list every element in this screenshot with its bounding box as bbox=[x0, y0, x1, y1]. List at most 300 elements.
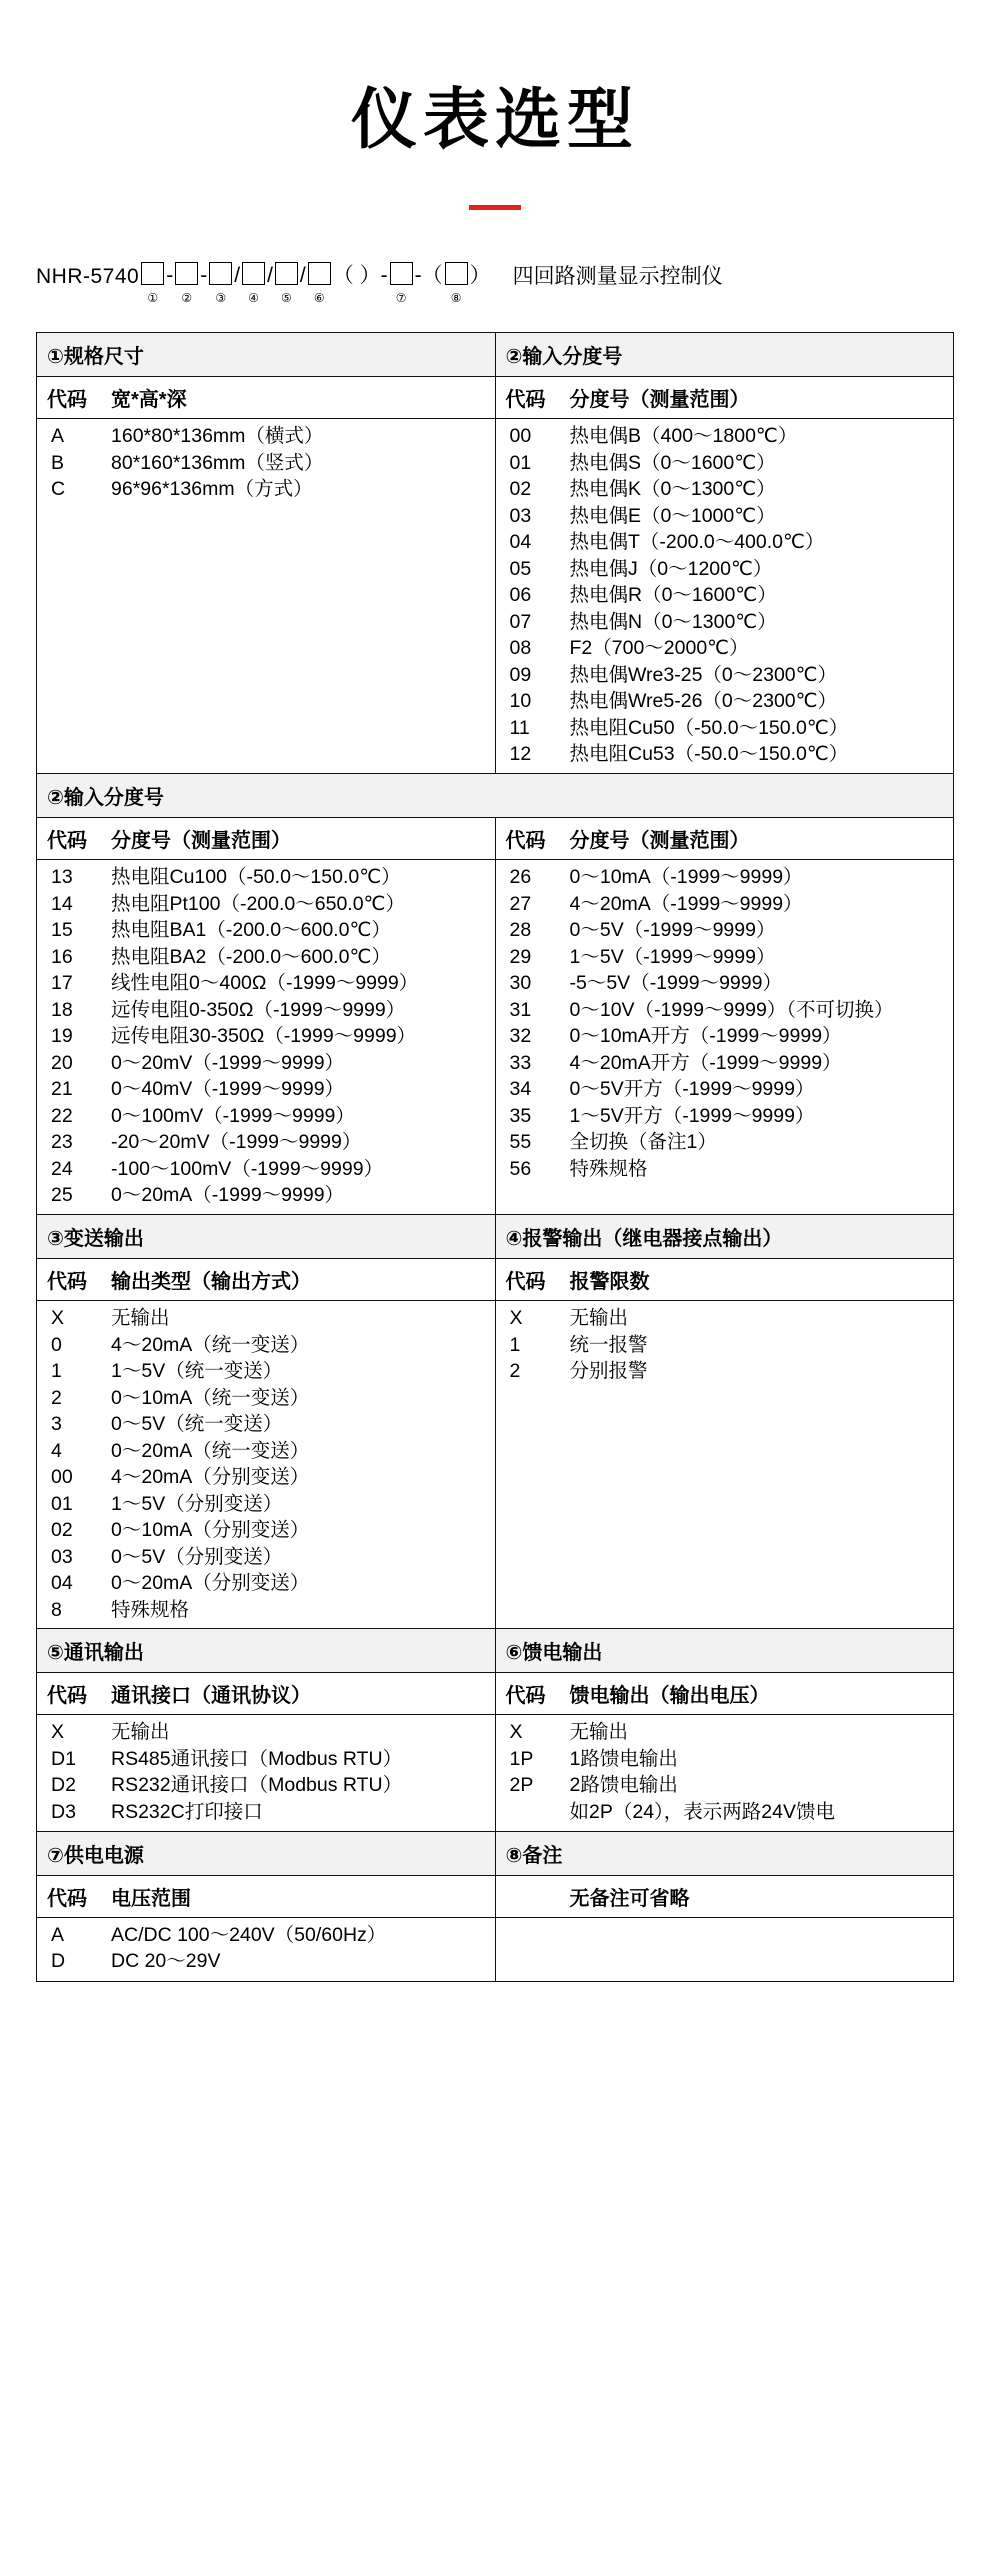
row-description: RS232通讯接口（Modbus RTU） bbox=[111, 1774, 403, 1797]
row-code: 30 bbox=[509, 972, 532, 995]
table-column bbox=[37, 1876, 495, 1981]
row-spacer bbox=[37, 715, 495, 742]
table-columns bbox=[37, 1876, 953, 1981]
model-slot-index: ① bbox=[147, 291, 159, 306]
row-description: 0～20mA（统一变送） bbox=[111, 1439, 310, 1462]
model-box-glyph bbox=[141, 262, 164, 285]
table-row bbox=[37, 1772, 495, 1799]
row-code: 2P bbox=[509, 1774, 534, 1797]
row-description: 0～100mV（-1999～9999） bbox=[111, 1104, 355, 1127]
table-header-cell: ⑥馈电输出 bbox=[495, 1629, 954, 1672]
table-row bbox=[37, 997, 495, 1024]
model-separator bbox=[415, 262, 443, 290]
row-code: C bbox=[51, 478, 66, 501]
row-description: 80*160*136mm（竖式） bbox=[111, 451, 324, 474]
column-rows bbox=[37, 1301, 495, 1629]
model-slot-index: ⑥ bbox=[313, 291, 325, 306]
row-spacer bbox=[37, 635, 495, 662]
row-code: 08 bbox=[509, 637, 532, 660]
table-columns bbox=[37, 818, 953, 1215]
column-subheader-code: 代码 bbox=[47, 1685, 87, 1708]
row-description: 线性电阻0～400Ω（-1999～9999） bbox=[111, 972, 419, 995]
row-description: 0～10mA（统一变送） bbox=[111, 1386, 310, 1409]
row-description: 热电偶N（0～1300℃） bbox=[569, 610, 777, 633]
row-description: F2（700～2000℃） bbox=[569, 637, 749, 660]
table-row bbox=[496, 864, 954, 891]
row-description: 4～20mA（分别变送） bbox=[111, 1466, 310, 1489]
row-description: DC 20～29V bbox=[111, 1950, 221, 1973]
row-description: 热电阻BA2（-200.0～600.0℃） bbox=[111, 945, 391, 968]
row-spacer bbox=[496, 1517, 954, 1544]
model-box-glyph bbox=[175, 262, 198, 285]
table-column bbox=[495, 1259, 954, 1629]
model-slot-index: ④ bbox=[248, 291, 259, 306]
row-code: 10 bbox=[509, 690, 532, 713]
table-row bbox=[37, 1799, 495, 1826]
row-description: 分别报警 bbox=[569, 1360, 648, 1383]
row-code: 0 bbox=[51, 1333, 62, 1356]
column-subheader-code: 代码 bbox=[505, 830, 546, 853]
row-code: 09 bbox=[509, 663, 532, 686]
row-code: 2 bbox=[509, 1360, 521, 1383]
row-code: X bbox=[509, 1307, 523, 1330]
model-slot-box bbox=[388, 262, 415, 305]
table-header-cell: ⑤通讯输出 bbox=[47, 1642, 144, 1665]
column-subheader-row bbox=[37, 1259, 495, 1301]
table-row bbox=[37, 1358, 495, 1385]
model-separator-text: / bbox=[234, 264, 241, 288]
row-description: 0～10mA（-1999～9999） bbox=[569, 866, 803, 889]
page-title: 仪表选型 bbox=[351, 81, 639, 158]
model-box-glyph bbox=[275, 262, 298, 285]
table-header-row bbox=[37, 1629, 953, 1673]
column-subheader-desc: 分度号（测量范围） bbox=[569, 389, 750, 412]
row-code: 21 bbox=[51, 1078, 73, 1101]
table-row bbox=[496, 1103, 954, 1130]
table-row bbox=[37, 1050, 495, 1077]
table-row bbox=[496, 662, 954, 689]
table-row bbox=[37, 1597, 495, 1624]
row-description: 无输出 bbox=[111, 1721, 170, 1744]
row-description: AC/DC 100～240V（50/60Hz） bbox=[111, 1923, 387, 1946]
table-row bbox=[37, 1385, 495, 1412]
table-row bbox=[37, 917, 495, 944]
row-code: 26 bbox=[509, 866, 532, 889]
row-description: 如2P（24），表示两路24V馈电 bbox=[569, 1800, 835, 1823]
row-description: 远传电阻30-350Ω（-1999～9999） bbox=[111, 1025, 417, 1048]
model-separator bbox=[166, 262, 173, 290]
row-code: 3 bbox=[51, 1413, 62, 1436]
row-code: D3 bbox=[51, 1800, 76, 1823]
table-row bbox=[37, 891, 495, 918]
row-code: 4 bbox=[51, 1439, 62, 1462]
model-box-glyph bbox=[209, 262, 232, 285]
spec-table-spec-and-input bbox=[36, 332, 954, 775]
row-spacer bbox=[496, 1597, 954, 1624]
table-header-cell: ⑧备注 bbox=[495, 1832, 954, 1875]
model-separator-text: - bbox=[200, 264, 208, 288]
row-description: 0～20mA（分别变送） bbox=[111, 1572, 310, 1595]
row-description: 特殊规格 bbox=[111, 1598, 190, 1621]
row-description: 0～5V（-1999～9999） bbox=[569, 919, 776, 942]
table-row bbox=[496, 476, 954, 503]
row-code: 33 bbox=[509, 1051, 532, 1074]
table-row bbox=[496, 1305, 954, 1332]
row-description: 远传电阻0-350Ω（-1999～9999） bbox=[111, 998, 406, 1021]
column-subheader-code: 代码 bbox=[47, 1271, 87, 1294]
row-description: 热电阻Pt100（-200.0～650.0℃） bbox=[111, 892, 405, 915]
row-description: 无输出 bbox=[569, 1721, 629, 1744]
column-subheader-code: 代码 bbox=[505, 389, 546, 412]
row-description: 无输出 bbox=[569, 1307, 629, 1330]
row-description: 热电偶R（0～1600℃） bbox=[569, 584, 777, 607]
column-subheader-row bbox=[37, 818, 495, 860]
row-code: D bbox=[51, 1950, 66, 1973]
row-description: 0～10mA开方（-1999～9999） bbox=[569, 1025, 842, 1048]
table-header-cell: ②输入分度号 bbox=[495, 333, 954, 376]
table-header-cell: ④报警输出（继电器接点输出） bbox=[495, 1215, 954, 1258]
spec-table-comm-and-power-feed bbox=[36, 1628, 954, 1832]
model-slot-box bbox=[139, 262, 166, 305]
row-code: 34 bbox=[509, 1078, 532, 1101]
table-row bbox=[37, 1103, 495, 1130]
model-box-glyph bbox=[445, 262, 468, 285]
row-description: 1～5V（-1999～9999） bbox=[569, 945, 776, 968]
row-description: 无输出 bbox=[111, 1307, 170, 1330]
row-code: 1P bbox=[509, 1747, 534, 1770]
row-description: 0～5V（分别变送） bbox=[111, 1545, 283, 1568]
row-code: 12 bbox=[509, 743, 532, 766]
table-row bbox=[496, 1332, 954, 1359]
row-description: 热电偶E（0～1000℃） bbox=[569, 504, 776, 527]
row-code: 04 bbox=[51, 1572, 73, 1595]
row-description: 热电偶S（0～1600℃） bbox=[569, 451, 776, 474]
model-slot-box bbox=[173, 262, 200, 305]
row-description: 热电偶B（400～1800℃） bbox=[569, 425, 798, 448]
row-description: -20～20mV（-1999～9999） bbox=[111, 1131, 362, 1154]
row-code: 00 bbox=[51, 1466, 73, 1489]
row-code: 24 bbox=[51, 1157, 73, 1180]
model-separator bbox=[381, 262, 388, 290]
table-row bbox=[496, 1746, 954, 1773]
column-subheader-code: 代码 bbox=[505, 1685, 546, 1708]
table-header-row bbox=[37, 333, 953, 377]
table-row bbox=[37, 1544, 495, 1571]
row-code: 25 bbox=[51, 1184, 73, 1207]
row-spacer bbox=[496, 1570, 954, 1597]
model-box-glyph bbox=[308, 262, 331, 285]
row-spacer bbox=[37, 503, 495, 530]
column-subheader-row bbox=[496, 1876, 954, 1918]
table-column bbox=[37, 377, 495, 774]
row-description: 2路馈电输出 bbox=[569, 1774, 678, 1797]
row-spacer bbox=[37, 609, 495, 636]
row-code: 00 bbox=[509, 425, 532, 448]
row-spacer bbox=[496, 1544, 954, 1571]
column-subheader-code bbox=[496, 1876, 566, 1917]
column-rows bbox=[496, 1715, 954, 1831]
table-row bbox=[496, 529, 954, 556]
table-row bbox=[37, 476, 495, 503]
table-row bbox=[37, 1464, 495, 1491]
table-row bbox=[37, 450, 495, 477]
table-row bbox=[37, 1129, 495, 1156]
row-code: 2 bbox=[51, 1386, 62, 1409]
row-code: 14 bbox=[51, 892, 73, 915]
model-slot-index: ⑧ bbox=[450, 291, 462, 306]
row-description: 特殊规格 bbox=[569, 1157, 648, 1180]
row-code: X bbox=[509, 1721, 523, 1744]
table-columns bbox=[37, 1259, 953, 1629]
column-subheader-code: 代码 bbox=[47, 389, 87, 412]
row-spacer bbox=[496, 1385, 954, 1412]
row-description: 热电偶T（-200.0～400.0℃） bbox=[569, 531, 825, 554]
row-description: RS485通讯接口（Modbus RTU） bbox=[111, 1747, 403, 1770]
model-separator bbox=[200, 262, 207, 290]
row-spacer bbox=[496, 1491, 954, 1518]
model-box-glyph bbox=[242, 262, 265, 285]
table-row bbox=[37, 423, 495, 450]
spec-tables-root bbox=[0, 332, 990, 1982]
table-row bbox=[496, 423, 954, 450]
spec-table-input-continued bbox=[36, 773, 954, 1216]
row-code: 23 bbox=[51, 1131, 73, 1154]
column-subheader-code: 代码 bbox=[505, 1271, 546, 1294]
row-spacer bbox=[496, 1182, 954, 1209]
table-header-cell: ⑦供电电源 bbox=[47, 1844, 144, 1867]
row-description: 0～10V（-1999～9999）（不可切换） bbox=[569, 998, 894, 1021]
row-code: 01 bbox=[509, 451, 532, 474]
column-rows bbox=[37, 1918, 495, 1981]
table-row bbox=[496, 917, 954, 944]
table-row bbox=[496, 556, 954, 583]
table-column bbox=[37, 818, 495, 1215]
row-description: 热电阻Cu53（-50.0～150.0℃） bbox=[569, 743, 849, 766]
column-subheader-desc: 宽*高*深 bbox=[111, 389, 187, 412]
row-spacer bbox=[37, 662, 495, 689]
model-slot-group bbox=[139, 262, 490, 305]
table-row bbox=[37, 1023, 495, 1050]
table-row bbox=[37, 1411, 495, 1438]
row-description: 0～40mV（-1999～9999） bbox=[111, 1078, 345, 1101]
row-spacer bbox=[496, 1948, 954, 1975]
table-row bbox=[496, 715, 954, 742]
table-row bbox=[37, 1438, 495, 1465]
table-row bbox=[496, 609, 954, 636]
model-slot-box bbox=[273, 262, 300, 305]
table-row bbox=[496, 582, 954, 609]
table-row bbox=[496, 688, 954, 715]
table-row bbox=[37, 1746, 495, 1773]
column-subheader-desc: 分度号（测量范围） bbox=[111, 830, 291, 853]
table-row bbox=[496, 741, 954, 768]
row-code: 32 bbox=[509, 1025, 532, 1048]
model-separator-text: ） bbox=[469, 264, 491, 288]
row-code: 03 bbox=[51, 1545, 73, 1568]
row-description: 0～20mA（-1999～9999） bbox=[111, 1184, 345, 1207]
row-description: 4～20mA（统一变送） bbox=[111, 1333, 310, 1356]
model-slot-index: ⑤ bbox=[281, 291, 292, 306]
column-rows bbox=[496, 419, 954, 774]
column-subheader-row bbox=[496, 818, 954, 860]
model-separator-text: / bbox=[299, 264, 306, 288]
table-column bbox=[495, 1876, 954, 1981]
row-code: 55 bbox=[509, 1131, 532, 1154]
table-column bbox=[495, 1673, 954, 1831]
table-header-row bbox=[37, 1215, 953, 1259]
table-header-cell: ②输入分度号 bbox=[47, 787, 164, 810]
row-description: 热电偶Wre5-26（0～2300℃） bbox=[569, 690, 838, 713]
table-row bbox=[496, 635, 954, 662]
column-subheader-desc: 输出类型（输出方式） bbox=[111, 1271, 311, 1294]
column-rows bbox=[496, 1301, 954, 1629]
table-row bbox=[37, 944, 495, 971]
column-subheader-row bbox=[496, 377, 954, 419]
row-code: 18 bbox=[51, 998, 73, 1021]
row-spacer bbox=[496, 1464, 954, 1491]
model-separator-text: / bbox=[267, 264, 273, 288]
row-spacer bbox=[37, 688, 495, 715]
title-underline-divider bbox=[469, 205, 521, 210]
row-code: 35 bbox=[509, 1104, 532, 1127]
table-row bbox=[37, 1491, 495, 1518]
column-rows bbox=[496, 1918, 954, 1981]
row-description: 统一报警 bbox=[569, 1333, 648, 1356]
row-code: 16 bbox=[51, 945, 73, 968]
table-columns bbox=[37, 1673, 953, 1831]
row-code: D2 bbox=[51, 1774, 76, 1797]
row-description: 热电阻Cu50（-50.0～150.0℃） bbox=[569, 716, 849, 739]
row-description: 0～10mA（分别变送） bbox=[111, 1519, 310, 1542]
row-description: 热电偶J（0～1200℃） bbox=[569, 557, 773, 580]
row-code: 02 bbox=[51, 1519, 73, 1542]
table-row bbox=[37, 1719, 495, 1746]
row-code: 1 bbox=[509, 1333, 521, 1356]
row-description: 1～5V（统一变送） bbox=[111, 1360, 283, 1383]
column-subheader-row bbox=[496, 1673, 954, 1715]
table-row bbox=[37, 864, 495, 891]
table-row bbox=[496, 450, 954, 477]
row-description: RS232C打印接口 bbox=[111, 1800, 263, 1823]
row-code: 11 bbox=[509, 716, 530, 739]
row-description: 4～20mA开方（-1999～9999） bbox=[569, 1051, 842, 1074]
row-code: 28 bbox=[509, 919, 532, 942]
row-spacer bbox=[37, 582, 495, 609]
row-code: 20 bbox=[51, 1051, 73, 1074]
column-subheader-desc: 无备注可省略 bbox=[569, 1887, 690, 1910]
row-code: 56 bbox=[509, 1157, 532, 1180]
row-description: 0～5V（统一变送） bbox=[111, 1413, 283, 1436]
column-subheader-code: 代码 bbox=[47, 830, 87, 853]
table-row bbox=[496, 1719, 954, 1746]
table-row bbox=[496, 944, 954, 971]
table-row bbox=[496, 1358, 954, 1385]
table-row bbox=[496, 1772, 954, 1799]
table-header-cell: ③变送输出 bbox=[47, 1228, 144, 1251]
column-subheader-desc: 馈电输出（输出电压） bbox=[569, 1685, 770, 1708]
model-tail-label: 四回路测量显示控制仪 bbox=[512, 265, 723, 289]
row-code: 29 bbox=[509, 945, 532, 968]
row-description: 热电阻Cu100（-50.0～150.0℃） bbox=[111, 866, 401, 889]
table-row bbox=[37, 1570, 495, 1597]
table-column bbox=[495, 377, 954, 774]
selection-guide-page bbox=[0, 66, 990, 2002]
row-code: 04 bbox=[509, 531, 532, 554]
row-spacer bbox=[496, 1922, 954, 1949]
table-row bbox=[496, 1129, 954, 1156]
row-description: 热电阻BA1（-200.0～600.0℃） bbox=[111, 919, 391, 942]
row-code: X bbox=[51, 1721, 65, 1744]
table-row bbox=[496, 1023, 954, 1050]
model-slot-index: ② bbox=[181, 291, 193, 306]
column-subheader-desc: 通讯接口（通讯协议） bbox=[111, 1685, 311, 1708]
row-code: 13 bbox=[51, 866, 73, 889]
row-description: -5～5V（-1999～9999） bbox=[569, 972, 782, 995]
model-separator bbox=[470, 262, 491, 290]
model-separator-text: -（ bbox=[414, 264, 443, 288]
column-subheader-row bbox=[37, 377, 495, 419]
table-row bbox=[496, 891, 954, 918]
row-code: 8 bbox=[51, 1598, 62, 1621]
table-row bbox=[37, 1948, 495, 1975]
row-description: 热电偶Wre3-25（0～2300℃） bbox=[569, 663, 838, 686]
table-row bbox=[37, 1182, 495, 1209]
model-slot-box bbox=[443, 262, 470, 305]
column-subheader-row bbox=[496, 1259, 954, 1301]
row-code: 27 bbox=[509, 892, 532, 915]
row-code: 31 bbox=[509, 998, 532, 1021]
table-row bbox=[37, 1076, 495, 1103]
row-code: 01 bbox=[51, 1492, 73, 1515]
table-row bbox=[37, 970, 495, 997]
table-row bbox=[37, 1517, 495, 1544]
row-description: 0～5V开方（-1999～9999） bbox=[569, 1078, 815, 1101]
row-code: 03 bbox=[509, 504, 532, 527]
model-prefix: NHR-5740 bbox=[36, 265, 140, 289]
row-code: 22 bbox=[51, 1104, 73, 1127]
row-code: A bbox=[51, 1923, 65, 1946]
column-rows bbox=[496, 860, 954, 1215]
table-row bbox=[37, 1305, 495, 1332]
spec-table-transmit-and-alarm bbox=[36, 1214, 954, 1630]
model-separator-text: - bbox=[166, 264, 174, 288]
row-code: 06 bbox=[509, 584, 532, 607]
row-description: 1～5V开方（-1999～9999） bbox=[569, 1104, 815, 1127]
table-column bbox=[495, 818, 954, 1215]
column-rows bbox=[37, 860, 495, 1215]
spec-table-supply-and-remark bbox=[36, 1831, 954, 1982]
table-header-cell: ①规格尺寸 bbox=[47, 346, 144, 369]
row-spacer bbox=[37, 529, 495, 556]
table-header-row bbox=[37, 1832, 953, 1876]
row-description: 1路馈电输出 bbox=[569, 1747, 678, 1770]
column-subheader-desc: 分度号（测量范围） bbox=[569, 830, 750, 853]
row-description: 热电偶K（0～1300℃） bbox=[569, 478, 776, 501]
row-spacer bbox=[496, 1411, 954, 1438]
table-column bbox=[37, 1673, 495, 1831]
table-row bbox=[496, 997, 954, 1024]
table-row bbox=[37, 1922, 495, 1949]
table-row bbox=[37, 1332, 495, 1359]
table-row bbox=[496, 1050, 954, 1077]
column-rows bbox=[37, 419, 495, 774]
row-code: 02 bbox=[509, 478, 532, 501]
row-code: 07 bbox=[509, 610, 532, 633]
column-subheader-row bbox=[37, 1673, 495, 1715]
row-code: 15 bbox=[51, 919, 73, 942]
row-code bbox=[496, 1799, 566, 1826]
model-code-line bbox=[36, 262, 990, 320]
